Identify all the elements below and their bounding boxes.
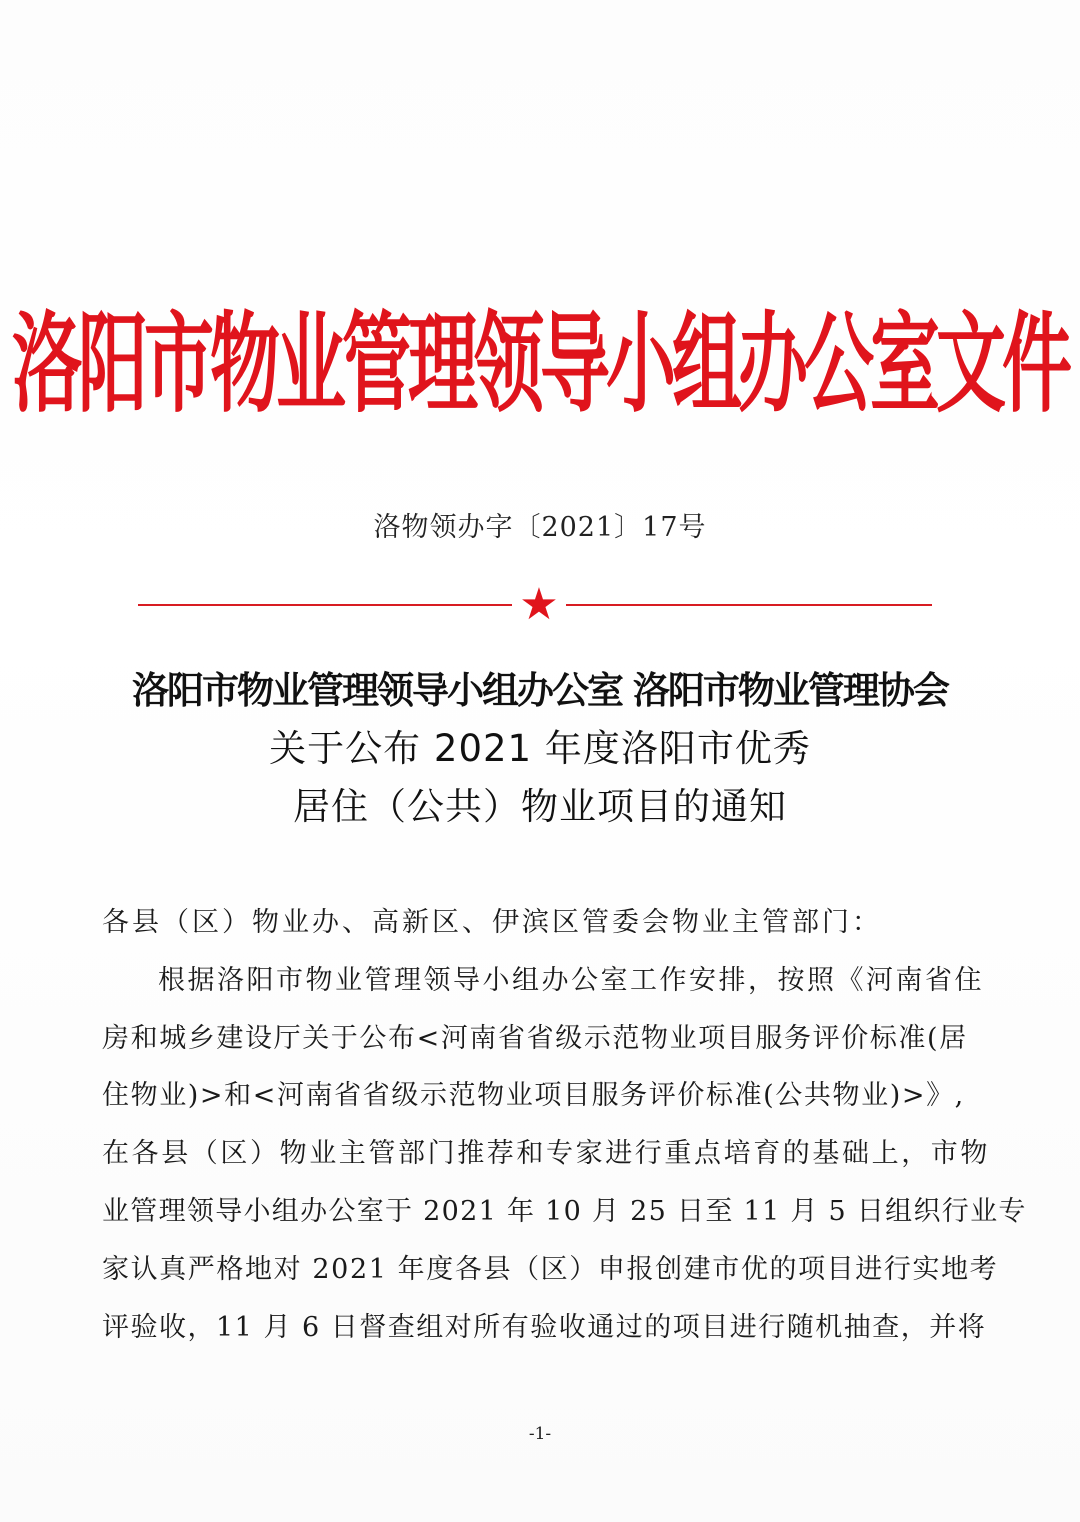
body-paragraph-line: 住物业)>和<河南省省级示范物业项目服务评价标准(公共物业)>》, bbox=[102, 1080, 965, 1111]
page-number: -1- bbox=[528, 1424, 552, 1444]
document-header-title: 洛阳市物业管理领导小组办公室文件 bbox=[12, 300, 1068, 428]
document-number: 洛物领办字〔2021〕17号 bbox=[373, 512, 707, 543]
body-paragraph-line: 家认真严格地对 2021 年度各县（区）申报创建市优的项目进行实地考 bbox=[102, 1254, 999, 1285]
salutation: 各县（区）物业办、高新区、伊滨区管委会物业主管部门： bbox=[102, 907, 882, 938]
subject-line-2: 关于公布 2021 年度洛阳市优秀 bbox=[269, 727, 811, 770]
body-paragraph-line: 业管理领导小组办公室于 2021 年 10 月 25 日至 11 月 5 日组织行业专 bbox=[102, 1196, 1027, 1227]
body-paragraph-line: 在各县（区）物业主管部门推荐和专家进行重点培育的基础上，市物 bbox=[102, 1138, 990, 1169]
red-star-icon: ★ bbox=[519, 579, 559, 630]
body-paragraph-line: 根据洛阳市物业管理领导小组办公室工作安排，按照《河南省住 bbox=[158, 965, 984, 996]
subject-line-3: 居住（公共）物业项目的通知 bbox=[293, 785, 787, 828]
red-divider-right bbox=[566, 604, 932, 606]
body-paragraph-line: 房和城乡建设厅关于公布<河南省省级示范物业项目服务评价标准(居 bbox=[102, 1023, 968, 1054]
subject-line-1: 洛阳市物业管理领导小组办公室 洛阳市物业管理协会 bbox=[132, 669, 948, 712]
red-divider-left bbox=[138, 604, 512, 606]
body-paragraph-line: 评验收，11 月 6 日督查组对所有验收通过的项目进行随机抽查，并将 bbox=[102, 1312, 987, 1343]
